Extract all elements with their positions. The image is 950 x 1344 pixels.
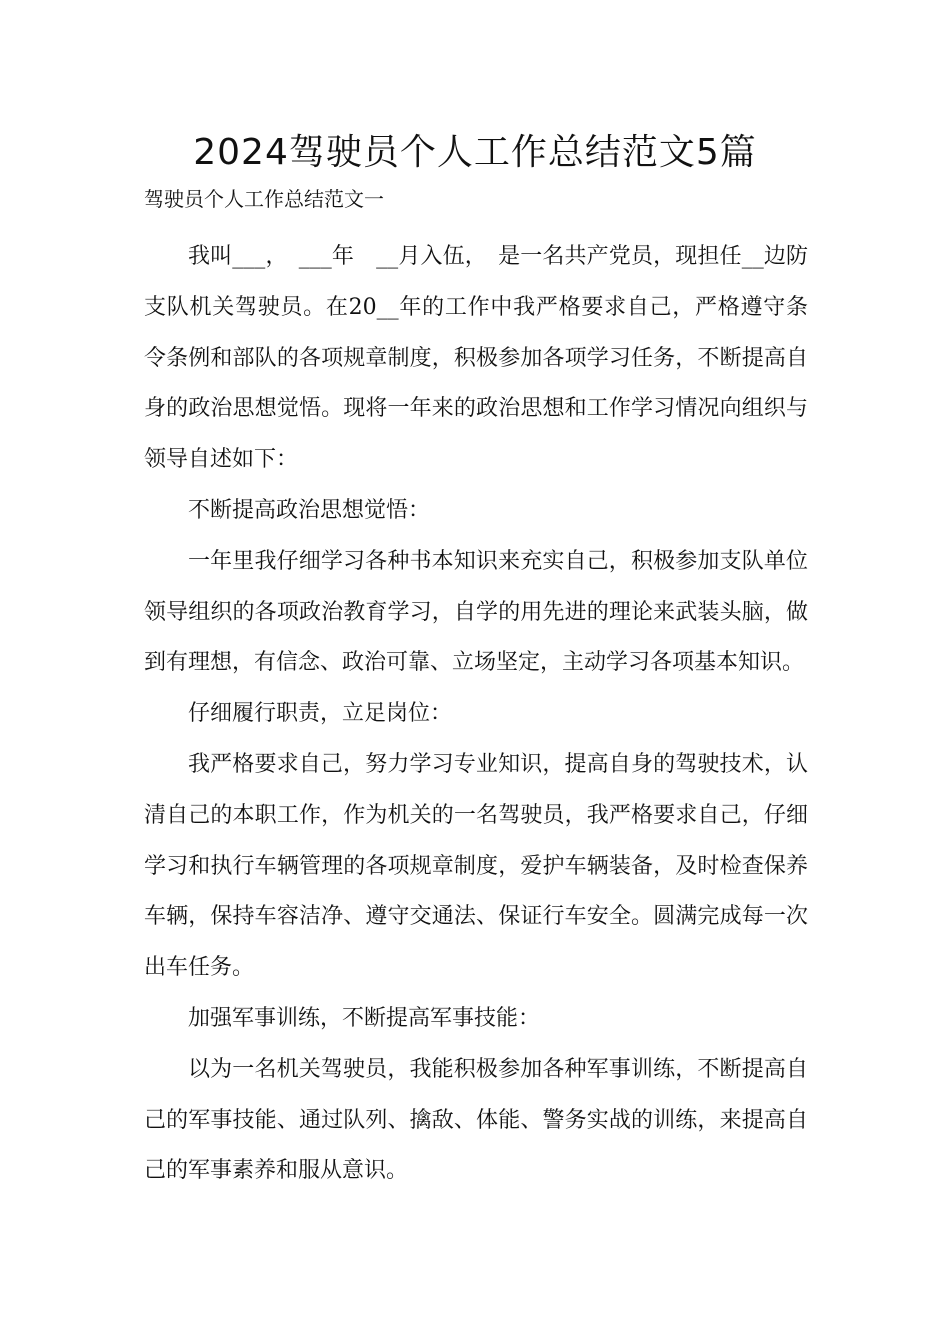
paragraph-training: 以为一名机关驾驶员，我能积极参加各种军事训练，不断提高自己的军事技能、通过队列、擒敌、体能、警务实战的训练，来提高自己的军事素养和服从意识。 — [144, 1056, 808, 1184]
document-title: 2024驾驶员个人工作总结范文5篇 — [193, 132, 757, 173]
paragraph-intro: 我叫___， ___年 __月入伍， 是一名共产党员，现担任__边防支队机关驾驶员。在20__年的工作中我严格要求自己，严格遵守条令条例和部队的各项规章制度，积极参加各项学习任务，不断提高自身的政治思想觉悟。现将一年来的政治思想和工作学习情况向组织与领导自述如下： — [144, 244, 808, 473]
document-subtitle: 驾驶员个人工作总结范文一 — [144, 187, 384, 211]
document-body — [144, 232, 808, 1197]
section-heading-duties: 仔细履行职责，立足岗位： — [188, 701, 453, 727]
paragraph-political: 一年里我仔细学习各种书本知识来充实自己，积极参加支队单位领导组织的各项政治教育学习，自学的用先进的理论来武装头脑，做到有理想，有信念、政治可靠、立场坚定，主动学习各项基本知识。 — [144, 548, 808, 676]
section-heading-political: 不断提高政治思想觉悟： — [188, 497, 431, 523]
paragraph-duties: 我严格要求自己，努力学习专业知识，提高自身的驾驶技术，认清自己的本职工作，作为机关的一名驾驶员，我严格要求自己，仔细学习和执行车辆管理的各项规章制度，爱护车辆装备，及时检查保养车辆，保持车容洁净、遵守交通法、保证行车安全。圆满完成每一次出车任务。 — [144, 751, 808, 981]
section-heading-training: 加强军事训练，不断提高军事技能： — [188, 1005, 541, 1031]
